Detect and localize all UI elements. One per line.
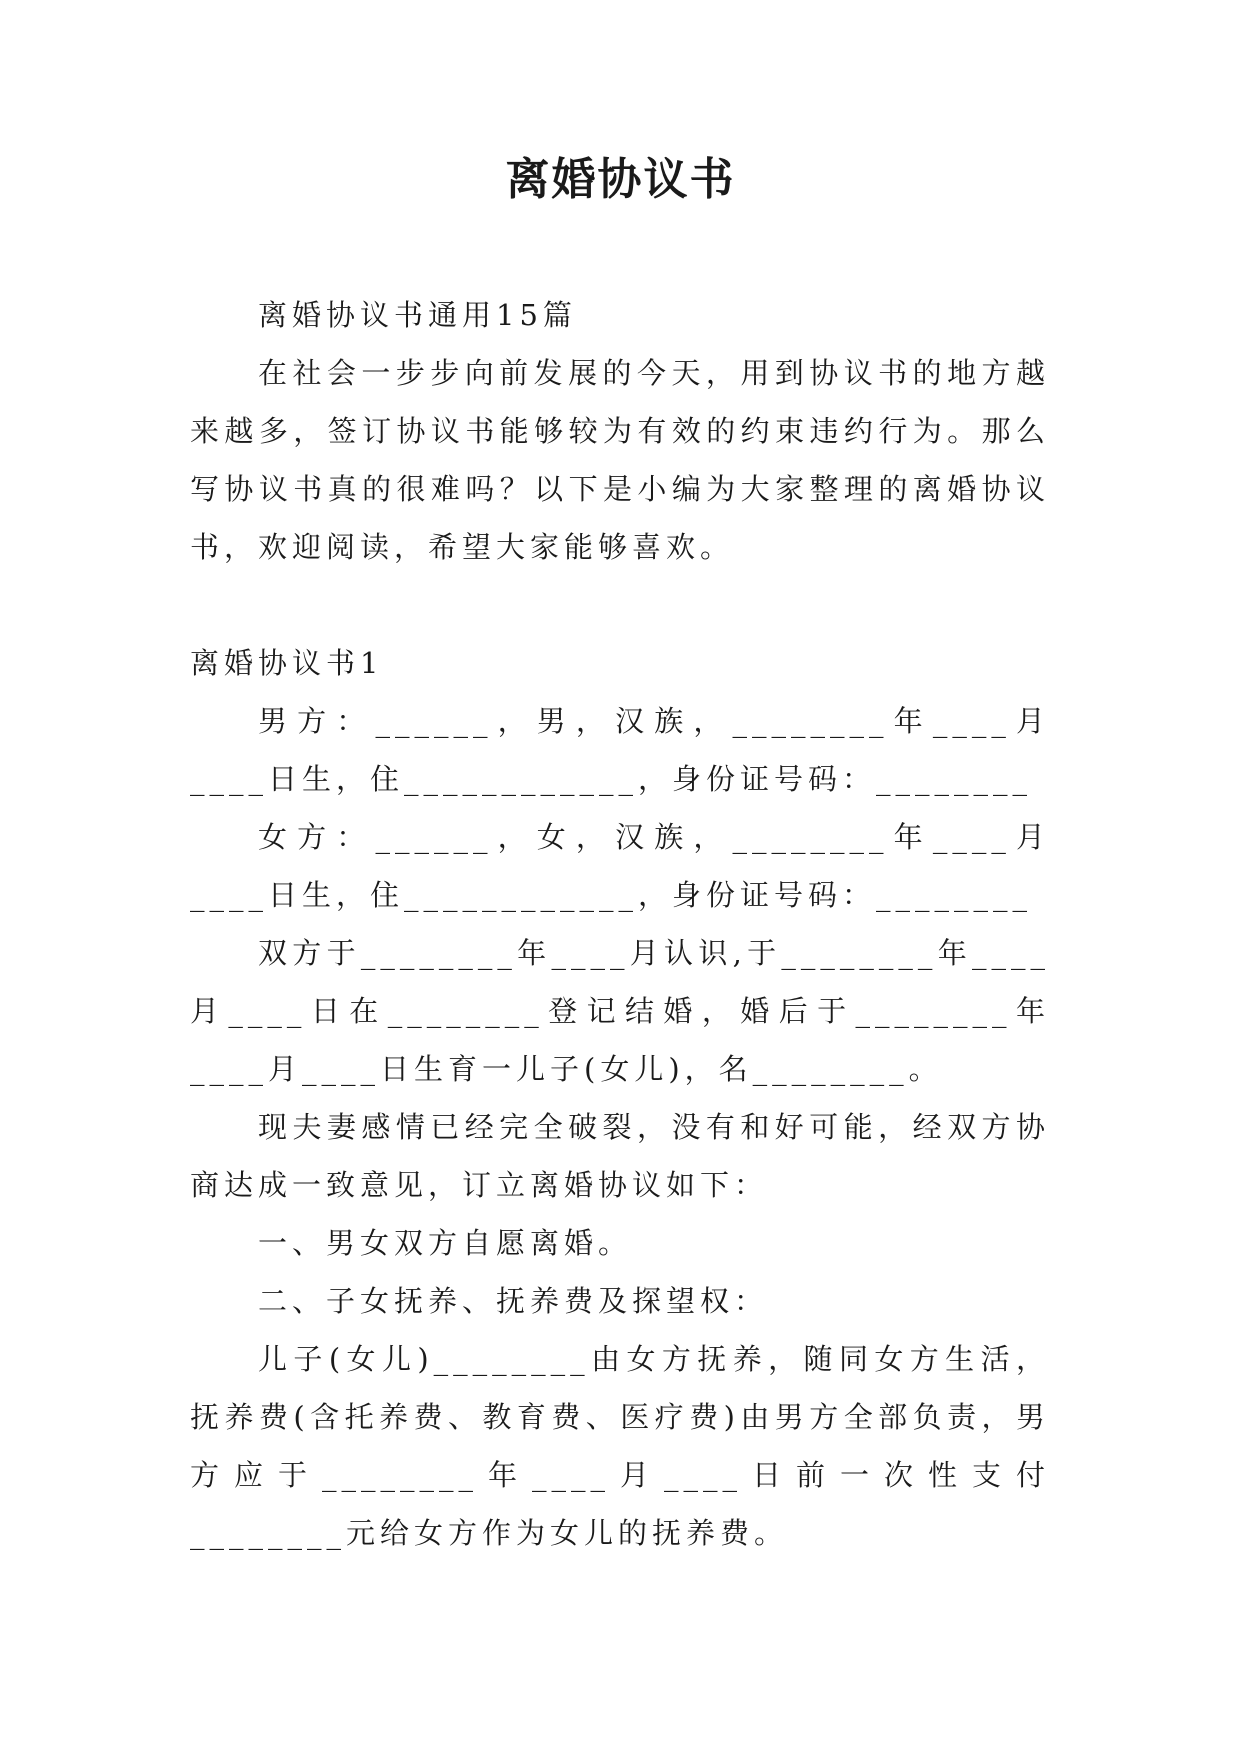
- male-party-paragraph: 男方：______，男，汉族，________年____月____日生，住____________，身份证号码：________: [190, 704, 1050, 796]
- document-title: 离婚协议书: [505, 154, 736, 205]
- paragraph-gap: [190, 576, 1050, 634]
- child-support-paragraph: 儿子(女儿)________由女方抚养，随同女方生活，抚养费(含托养费、教育费、医疗费)由男方全部负责，男方应于________年____月____日前一次性支付________元给女方作为女儿的抚养费。: [190, 1342, 1050, 1550]
- document-subtitle: 离婚协议书通用15篇: [258, 298, 577, 332]
- clause-two-heading: 二、子女抚养、抚养费及探望权：: [258, 1284, 769, 1318]
- clause-one: 一、男女双方自愿离婚。: [258, 1226, 633, 1260]
- document-body: [190, 286, 1050, 1562]
- agreement-preface-paragraph: 现夫妻感情已经完全破裂，没有和好可能，经双方协商达成一致意见，订立离婚协议如下：: [190, 1110, 1050, 1202]
- female-party-paragraph: 女方：______，女，汉族，________年____月____日生，住____________，身份证号码：________: [190, 820, 1050, 912]
- intro-paragraph: 在社会一步步向前发展的今天，用到协议书的地方越来越多，签订协议书能够较为有效的约束违约行为。那么写协议书真的很难吗？以下是小编为大家整理的离婚协议书，欢迎阅读，希望大家能够喜欢。: [190, 356, 1050, 564]
- section-heading: 离婚协议书1: [190, 646, 384, 680]
- marriage-info-paragraph: 双方于________年____月认识,于________年____月____日在________登记结婚，婚后于________年____月____日生育一儿子(女儿)，名________。: [190, 936, 1050, 1086]
